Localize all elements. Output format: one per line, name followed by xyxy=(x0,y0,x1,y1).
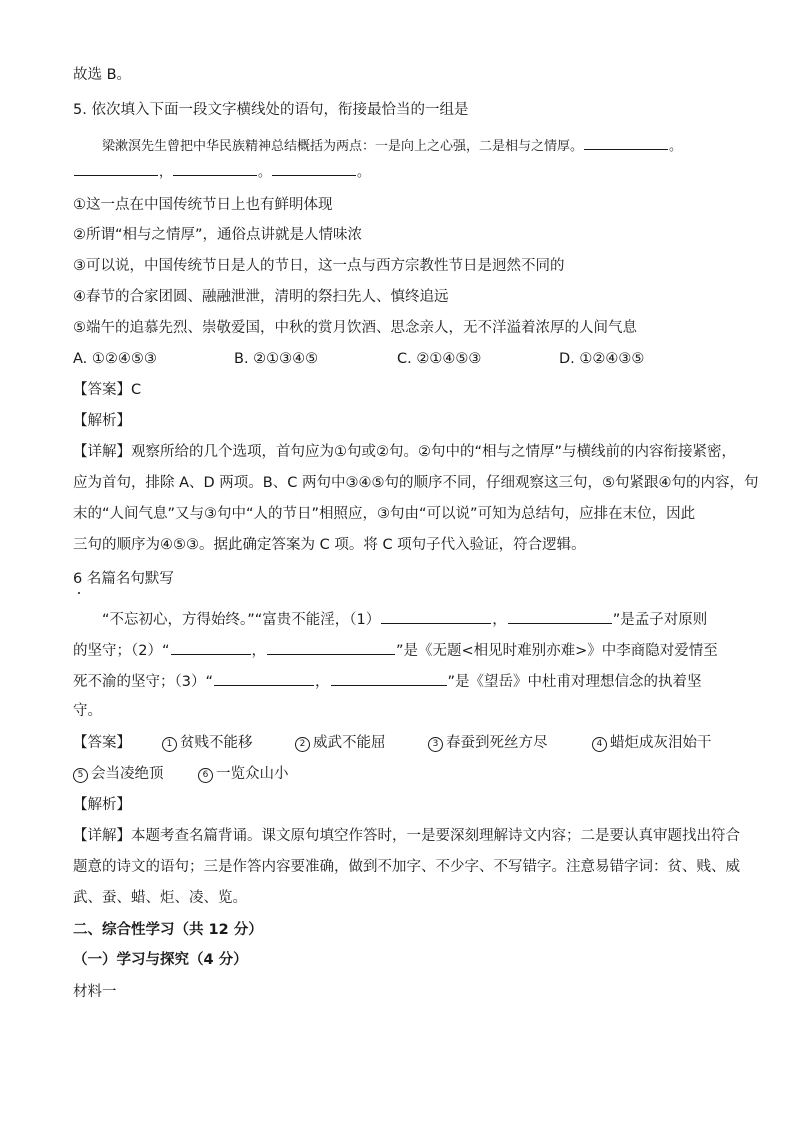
stray-dot xyxy=(78,592,80,594)
section-2-subtitle: （一）学习与探究（4 分） xyxy=(73,952,248,968)
q5-statement-3: ③可以说，中国传统节日是人的节日，这一点与西方宗教性节日是迥然不同的 xyxy=(73,258,565,274)
q5-statement-4: ④春节的合家团圆、融融泄泄，清明的祭扫先人、慎终追远 xyxy=(73,289,449,305)
q6-line-1: “不忘初心，方得始终。”“富贵不能淫，（1） ， ”是孟子对原则 xyxy=(102,608,707,630)
q5-passage: 梁漱溟先生曾把中华民族精神总结概括为两点：一是向上之心强，二是相与之情厚。 。 xyxy=(102,134,682,157)
q5-option-a: A. ①②④⑤③ xyxy=(73,351,157,367)
q6-blank-4 xyxy=(267,639,395,655)
q5-answer-value: C xyxy=(131,382,142,398)
q5-detail-line-1: 【详解】观察所给的几个选项，首句应为①句或②句。②句中的“相与之情厚”与横线前的内容衔接紧密， xyxy=(73,444,737,460)
q5-answer xyxy=(73,380,141,400)
q5-detail-line-2: 应为首句，排除 A、D 两项。B、C 两句中③④⑤句的顺序不同，仔细观察这三句，⑤句紧跟④句的内容，句 xyxy=(73,475,759,491)
q5-options xyxy=(73,349,723,369)
q6-detail-line-3: 武、蚕、蜡、炬、凌、览。 xyxy=(73,890,247,906)
q6-blank-1 xyxy=(381,608,491,624)
q5-option-b: B. ②①③④⑤ xyxy=(234,351,319,367)
q6-answer-2: 2 威武不能屈 xyxy=(295,733,386,753)
q6-line-4: 守。 xyxy=(73,703,102,719)
q6-blank-6 xyxy=(331,670,447,686)
q5-blank-4 xyxy=(272,160,356,176)
q6-answer-3: 3 春蚕到死丝方尽 xyxy=(428,733,548,753)
q5-blank-3 xyxy=(173,160,257,176)
q5-title: 5. 依次填入下面一段文字横线处的语句，衔接最恰当的一组是 xyxy=(73,102,469,118)
q5-analysis-label: 【解析】 xyxy=(73,413,131,429)
q5-statement-5: ⑤端午的追慕先烈、崇敬爱国，中秋的赏月饮酒、思念亲人，无不洋溢着浓厚的人间气息 xyxy=(73,320,637,336)
q6-answer-6: 6 一览众山小 xyxy=(198,764,289,784)
q5-detail-line-3: 末的“人间气息”又与③句中“人的节日”相照应，③句由“可以说”可知为总结句，应排在末位，因此 xyxy=(73,506,696,522)
q5-option-c: C. ②①④⑤③ xyxy=(397,351,482,367)
q5-statement-2: ②所谓“相与之情厚”，通俗点讲就是人情味浓 xyxy=(73,227,363,243)
q6-blank-5 xyxy=(214,670,314,686)
q6-answer-label: 【答案】 xyxy=(73,735,131,751)
q5-passage-text: 梁漱溟先生曾把中华民族精神总结概括为两点：一是向上之心强，二是相与之情厚。 xyxy=(102,139,584,154)
q6-detail-line-2: 题意的诗文的语句；三是作答内容要准确，做到不加字、不少字、不写错字。注意易错字词：贫、贱、威 xyxy=(73,859,740,875)
prev-answer: 故选 B。 xyxy=(73,67,132,83)
q5-statement-1: ①这一点在中国传统节日上也有鲜明体现 xyxy=(73,197,333,213)
q5-blank-1 xyxy=(584,134,668,150)
q6-answer-1: 1 贫贱不能移 xyxy=(162,733,253,753)
q5-answer-label: 【答案】 xyxy=(73,382,131,398)
q6-detail-line-1: 【详解】本题考查名篇背诵。课文原句填空作答时，一是要深刻理解诗文内容；二是要认真审题找出符合 xyxy=(73,828,740,844)
material-1-label: 材料一 xyxy=(73,984,117,1000)
q6-line-2: 的坚守；（2）“ ， ”是《无题<相见时难别亦难>》中李商隐对爱情至 xyxy=(73,639,718,661)
q6-line-3: 死不渝的坚守；（3）“ ， ”是《望岳》中杜甫对理想信念的执着坚 xyxy=(73,670,702,692)
q6-answer-5: 5 会当凌绝顶 xyxy=(73,764,164,784)
q6-title: 6 名篇名句默写 xyxy=(73,571,174,587)
section-2-title: 二、综合性学习（共 12 分） xyxy=(73,922,263,938)
q5-option-d: D. ①②④③⑤ xyxy=(559,351,645,367)
q6-blank-3 xyxy=(171,639,251,655)
q5-blank-2 xyxy=(74,160,158,176)
q6-analysis-label: 【解析】 xyxy=(73,797,131,813)
q6-answer-row-1 xyxy=(73,733,723,753)
q6-answer-4: 4 蜡炬成灰泪始干 xyxy=(592,733,712,753)
q6-blank-2 xyxy=(508,608,612,624)
q5-passage-blanks: ， 。 。 xyxy=(73,160,370,183)
q5-detail-line-4: 三句的顺序为④⑤③。据此确定答案为 C 项。将 C 项句子代入验证，符合逻辑。 xyxy=(73,537,586,553)
q6-answer-row-2 xyxy=(73,764,723,784)
